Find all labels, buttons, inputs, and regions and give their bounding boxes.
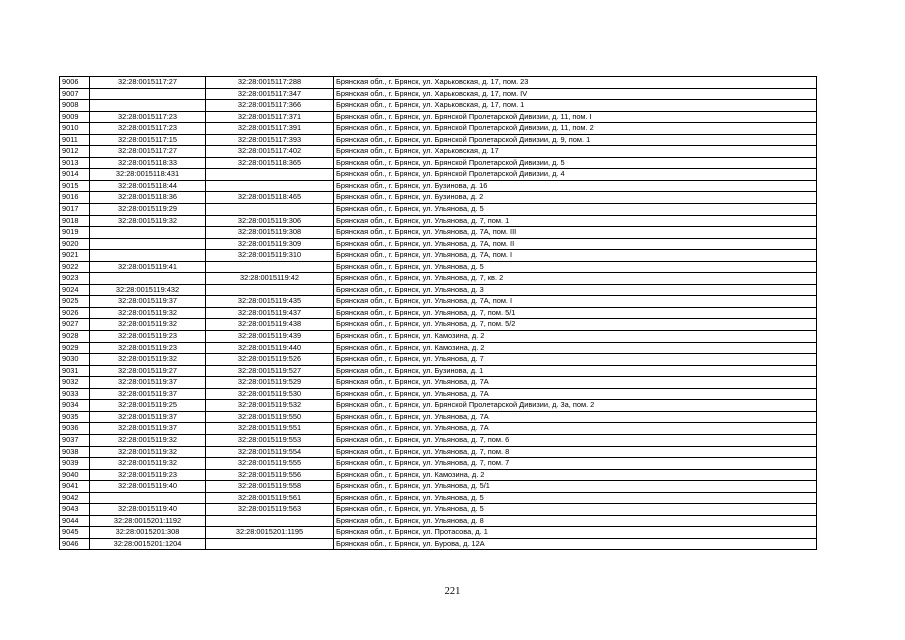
row-number-cell: 9019 (60, 227, 90, 239)
table-row (60, 284, 817, 296)
address-cell: Брянская обл., г. Брянск, ул. Ульянова, д. 7А, пом. II (334, 238, 817, 250)
address-cell: Брянская обл., г. Брянск, ул. Ульянова, д. 5/1 (334, 481, 817, 493)
row-number-cell: 9043 (60, 504, 90, 516)
parcel-cadastral-number-cell: 32:28:0015201:1192 (90, 515, 206, 527)
parcel-cadastral-number-cell (90, 238, 206, 250)
address-cell: Брянская обл., г. Брянск, ул. Камозина, д. 2 (334, 342, 817, 354)
address-cell: Брянская обл., г. Брянск, ул. Ульянова, д. 7, пом. 7 (334, 458, 817, 470)
row-number-cell: 9017 (60, 204, 90, 216)
table-row (60, 342, 817, 354)
address-cell: Брянская обл., г. Брянск, ул. Ульянова, д. 7А, пом. I (334, 250, 817, 262)
object-cadastral-number-cell: 32:28:0015119:555 (206, 458, 334, 470)
row-number-cell: 9011 (60, 134, 90, 146)
object-cadastral-number-cell (206, 515, 334, 527)
address-cell: Брянская обл., г. Брянск, ул. Харьковская, д. 17, пом. IV (334, 88, 817, 100)
table-row (60, 504, 817, 516)
row-number-cell: 9016 (60, 192, 90, 204)
parcel-cadastral-number-cell: 32:28:0015117:23 (90, 111, 206, 123)
table-row (60, 538, 817, 550)
object-cadastral-number-cell: 32:28:0015119:563 (206, 504, 334, 516)
address-cell: Брянская обл., г. Брянск, ул. Ульянова, д. 7А, пом. III (334, 227, 817, 239)
object-cadastral-number-cell: 32:28:0015119:553 (206, 434, 334, 446)
object-cadastral-number-cell: 32:28:0015119:554 (206, 446, 334, 458)
address-cell: Брянская обл., г. Брянск, ул. Камозина, д. 2 (334, 331, 817, 343)
address-cell: Брянская обл., г. Брянск, ул. Ульянова, д. 7, пом. 1 (334, 215, 817, 227)
row-number-cell: 9038 (60, 446, 90, 458)
table-row (60, 296, 817, 308)
parcel-cadastral-number-cell: 32:28:0015119:32 (90, 434, 206, 446)
row-number-cell: 9046 (60, 538, 90, 550)
table-row (60, 146, 817, 158)
object-cadastral-number-cell: 32:28:0015117:393 (206, 134, 334, 146)
row-number-cell: 9013 (60, 157, 90, 169)
row-number-cell: 9035 (60, 411, 90, 423)
row-number-cell: 9022 (60, 261, 90, 273)
parcel-cadastral-number-cell: 32:28:0015119:23 (90, 342, 206, 354)
table-row (60, 307, 817, 319)
parcel-cadastral-number-cell: 32:28:0015119:32 (90, 354, 206, 366)
table-row (60, 423, 817, 435)
table-row (60, 319, 817, 331)
parcel-cadastral-number-cell (90, 88, 206, 100)
row-number-cell: 9025 (60, 296, 90, 308)
object-cadastral-number-cell: 32:28:0015119:310 (206, 250, 334, 262)
table-row (60, 481, 817, 493)
address-cell: Брянская обл., г. Брянск, ул. Ульянова, д. 7А (334, 388, 817, 400)
parcel-cadastral-number-cell: 32:28:0015119:40 (90, 504, 206, 516)
row-number-cell: 9030 (60, 354, 90, 366)
table-row (60, 354, 817, 366)
parcel-cadastral-number-cell: 32:28:0015118:44 (90, 180, 206, 192)
object-cadastral-number-cell: 32:28:0015119:309 (206, 238, 334, 250)
row-number-cell: 9027 (60, 319, 90, 331)
address-cell: Брянская обл., г. Брянск, ул. Ульянова, д. 7А, пом. I (334, 296, 817, 308)
row-number-cell: 9006 (60, 77, 90, 89)
object-cadastral-number-cell: 32:28:0015119:532 (206, 400, 334, 412)
object-cadastral-number-cell: 32:28:0015119:526 (206, 354, 334, 366)
table-row (60, 458, 817, 470)
row-number-cell: 9031 (60, 365, 90, 377)
address-cell: Брянская обл., г. Брянск, ул. Бузинова, д. 16 (334, 180, 817, 192)
address-cell: Брянская обл., г. Брянск, ул. Харьковская, д. 17 (334, 146, 817, 158)
address-cell: Брянская обл., г. Брянск, ул. Ульянова, д. 5 (334, 504, 817, 516)
parcel-cadastral-number-cell: 32:28:0015117:27 (90, 77, 206, 89)
row-number-cell: 9008 (60, 100, 90, 112)
address-cell: Брянская обл., г. Брянск, ул. Брянской Пролетарской Дивизии, д. 11, пом. 2 (334, 123, 817, 135)
parcel-cadastral-number-cell (90, 250, 206, 262)
row-number-cell: 9012 (60, 146, 90, 158)
row-number-cell: 9029 (60, 342, 90, 354)
parcel-cadastral-number-cell: 32:28:0015119:23 (90, 331, 206, 343)
object-cadastral-number-cell: 32:28:0015119:435 (206, 296, 334, 308)
object-cadastral-number-cell: 32:28:0015119:529 (206, 377, 334, 389)
row-number-cell: 9033 (60, 388, 90, 400)
object-cadastral-number-cell: 32:28:0015119:551 (206, 423, 334, 435)
address-cell: Брянская обл., г. Брянск, ул. Брянской Пролетарской Дивизии, д. 3а, пом. 2 (334, 400, 817, 412)
parcel-cadastral-number-cell: 32:28:0015119:23 (90, 469, 206, 481)
object-cadastral-number-cell: 32:28:0015119:561 (206, 492, 334, 504)
parcel-cadastral-number-cell: 32:28:0015201:308 (90, 527, 206, 539)
object-cadastral-number-cell: 32:28:0015119:530 (206, 388, 334, 400)
row-number-cell: 9009 (60, 111, 90, 123)
row-number-cell: 9034 (60, 400, 90, 412)
row-number-cell: 9028 (60, 331, 90, 343)
table-row (60, 365, 817, 377)
parcel-cadastral-number-cell: 32:28:0015119:37 (90, 411, 206, 423)
object-cadastral-number-cell: 32:28:0015117:391 (206, 123, 334, 135)
address-cell: Брянская обл., г. Брянск, ул. Ульянова, д. 7А (334, 377, 817, 389)
row-number-cell: 9007 (60, 88, 90, 100)
row-number-cell: 9023 (60, 273, 90, 285)
parcel-cadastral-number-cell: 32:28:0015119:40 (90, 481, 206, 493)
table-row (60, 238, 817, 250)
object-cadastral-number-cell: 32:28:0015201:1195 (206, 527, 334, 539)
table-row (60, 100, 817, 112)
table-row (60, 215, 817, 227)
table-row (60, 527, 817, 539)
object-cadastral-number-cell: 32:28:0015119:440 (206, 342, 334, 354)
parcel-cadastral-number-cell: 32:28:0015119:41 (90, 261, 206, 273)
parcel-cadastral-number-cell (90, 100, 206, 112)
row-number-cell: 9024 (60, 284, 90, 296)
parcel-cadastral-number-cell (90, 492, 206, 504)
object-cadastral-number-cell: 32:28:0015117:402 (206, 146, 334, 158)
parcel-cadastral-number-cell: 32:28:0015119:32 (90, 446, 206, 458)
parcel-cadastral-number-cell: 32:28:0015119:29 (90, 204, 206, 216)
parcel-cadastral-number-cell (90, 273, 206, 285)
parcel-cadastral-number-cell: 32:28:0015118:36 (90, 192, 206, 204)
address-cell: Брянская обл., г. Брянск, ул. Брянской Пролетарской Дивизии, д. 5 (334, 157, 817, 169)
address-cell: Брянская обл., г. Брянск, ул. Брянской Пролетарской Дивизии, д. 9, пом. 1 (334, 134, 817, 146)
object-cadastral-number-cell (206, 169, 334, 181)
row-number-cell: 9021 (60, 250, 90, 262)
parcel-cadastral-number-cell: 32:28:0015117:23 (90, 123, 206, 135)
table-row (60, 250, 817, 262)
parcel-cadastral-number-cell: 32:28:0015119:32 (90, 215, 206, 227)
table-row (60, 180, 817, 192)
row-number-cell: 9045 (60, 527, 90, 539)
object-cadastral-number-cell: 32:28:0015118:465 (206, 192, 334, 204)
row-number-cell: 9041 (60, 481, 90, 493)
table-row (60, 446, 817, 458)
address-cell: Брянская обл., г. Брянск, ул. Ульянова, д. 3 (334, 284, 817, 296)
table-row (60, 169, 817, 181)
table-row (60, 411, 817, 423)
table-row (60, 123, 817, 135)
object-cadastral-number-cell: 32:28:0015119:308 (206, 227, 334, 239)
address-cell: Брянская обл., г. Брянск, ул. Ульянова, д. 5 (334, 204, 817, 216)
row-number-cell: 9015 (60, 180, 90, 192)
object-cadastral-number-cell: 32:28:0015117:347 (206, 88, 334, 100)
parcel-cadastral-number-cell: 32:28:0015117:27 (90, 146, 206, 158)
object-cadastral-number-cell: 32:28:0015117:371 (206, 111, 334, 123)
address-cell: Брянская обл., г. Брянск, ул. Протасова, д. 1 (334, 527, 817, 539)
object-cadastral-number-cell: 32:28:0015119:42 (206, 273, 334, 285)
address-cell: Брянская обл., г. Брянск, ул. Ульянова, д. 7, пом. 6 (334, 434, 817, 446)
object-cadastral-number-cell (206, 261, 334, 273)
row-number-cell: 9040 (60, 469, 90, 481)
table-row (60, 469, 817, 481)
object-cadastral-number-cell: 32:28:0015119:437 (206, 307, 334, 319)
address-cell: Брянская обл., г. Брянск, ул. Харьковская, д. 17, пом. 1 (334, 100, 817, 112)
address-cell: Брянская обл., г. Брянск, ул. Ульянова, д. 5 (334, 492, 817, 504)
parcel-cadastral-number-cell: 32:28:0015119:27 (90, 365, 206, 377)
parcel-cadastral-number-cell: 32:28:0015119:37 (90, 296, 206, 308)
row-number-cell: 9010 (60, 123, 90, 135)
parcel-cadastral-number-cell: 32:28:0015201:1204 (90, 538, 206, 550)
address-cell: Брянская обл., г. Брянск, ул. Харьковская, д. 17, пом. 23 (334, 77, 817, 89)
table-row (60, 204, 817, 216)
address-cell: Брянская обл., г. Брянск, ул. Брянской Пролетарской Дивизии, д. 11, пом. I (334, 111, 817, 123)
row-number-cell: 9036 (60, 423, 90, 435)
parcel-cadastral-number-cell: 32:28:0015119:37 (90, 388, 206, 400)
object-cadastral-number-cell: 32:28:0015119:550 (206, 411, 334, 423)
table-row (60, 157, 817, 169)
table-row (60, 331, 817, 343)
row-number-cell: 9042 (60, 492, 90, 504)
object-cadastral-number-cell: 32:28:0015119:558 (206, 481, 334, 493)
address-cell: Брянская обл., г. Брянск, ул. Бузинова, д. 2 (334, 192, 817, 204)
parcel-cadastral-number-cell: 32:28:0015118:33 (90, 157, 206, 169)
parcel-cadastral-number-cell: 32:28:0015117:15 (90, 134, 206, 146)
parcel-cadastral-number-cell: 32:28:0015119:32 (90, 458, 206, 470)
object-cadastral-number-cell: 32:28:0015119:556 (206, 469, 334, 481)
parcel-cadastral-number-cell: 32:28:0015119:37 (90, 377, 206, 389)
parcel-cadastral-number-cell: 32:28:0015119:25 (90, 400, 206, 412)
object-cadastral-number-cell (206, 180, 334, 192)
row-number-cell: 9039 (60, 458, 90, 470)
address-cell: Брянская обл., г. Брянск, ул. Ульянова, д. 7, пом. 8 (334, 446, 817, 458)
table-row (60, 434, 817, 446)
table-row (60, 227, 817, 239)
row-number-cell: 9044 (60, 515, 90, 527)
parcel-cadastral-number-cell: 32:28:0015119:32 (90, 307, 206, 319)
page-number: 221 (444, 586, 461, 597)
row-number-cell: 9037 (60, 434, 90, 446)
address-cell: Брянская обл., г. Брянск, ул. Ульянова, д. 7, пом. 5/2 (334, 319, 817, 331)
address-cell: Брянская обл., г. Брянск, ул. Ульянова, д. 8 (334, 515, 817, 527)
address-cell: Брянская обл., г. Брянск, ул. Ульянова, д. 7 (334, 354, 817, 366)
parcel-cadastral-number-cell: 32:28:0015119:37 (90, 423, 206, 435)
object-cadastral-number-cell: 32:28:0015119:527 (206, 365, 334, 377)
row-number-cell: 9032 (60, 377, 90, 389)
table-row (60, 88, 817, 100)
parcel-cadastral-number-cell: 32:28:0015119:32 (90, 319, 206, 331)
table-row (60, 388, 817, 400)
row-number-cell: 9018 (60, 215, 90, 227)
registry-table-body (60, 77, 817, 550)
address-cell: Брянская обл., г. Брянск, ул. Камозина, д. 2 (334, 469, 817, 481)
address-cell: Брянская обл., г. Брянск, ул. Бурова, д. 12А (334, 538, 817, 550)
address-cell: Брянская обл., г. Брянск, ул. Брянской Пролетарской Дивизии, д. 4 (334, 169, 817, 181)
table-row (60, 134, 817, 146)
table-row (60, 77, 817, 89)
object-cadastral-number-cell: 32:28:0015118:365 (206, 157, 334, 169)
address-cell: Брянская обл., г. Брянск, ул. Бузинова, д. 1 (334, 365, 817, 377)
table-row (60, 515, 817, 527)
object-cadastral-number-cell (206, 204, 334, 216)
row-number-cell: 9026 (60, 307, 90, 319)
object-cadastral-number-cell: 32:28:0015117:288 (206, 77, 334, 89)
table-row (60, 273, 817, 285)
address-cell: Брянская обл., г. Брянск, ул. Ульянова, д. 7, пом. 5/1 (334, 307, 817, 319)
address-cell: Брянская обл., г. Брянск, ул. Ульянова, д. 7А (334, 423, 817, 435)
object-cadastral-number-cell: 32:28:0015117:366 (206, 100, 334, 112)
table-row (60, 400, 817, 412)
object-cadastral-number-cell (206, 284, 334, 296)
parcel-cadastral-number-cell (90, 227, 206, 239)
address-cell: Брянская обл., г. Брянск, ул. Ульянова, д. 7А (334, 411, 817, 423)
row-number-cell: 9020 (60, 238, 90, 250)
object-cadastral-number-cell (206, 538, 334, 550)
address-cell: Брянская обл., г. Брянск, ул. Ульянова, д. 5 (334, 261, 817, 273)
table-row (60, 261, 817, 273)
address-cell: Брянская обл., г. Брянск, ул. Ульянова, д. 7, кв. 2 (334, 273, 817, 285)
parcel-cadastral-number-cell: 32:28:0015118:431 (90, 169, 206, 181)
object-cadastral-number-cell: 32:28:0015119:438 (206, 319, 334, 331)
object-cadastral-number-cell: 32:28:0015119:439 (206, 331, 334, 343)
table-row (60, 377, 817, 389)
table-row (60, 492, 817, 504)
object-cadastral-number-cell: 32:28:0015119:306 (206, 215, 334, 227)
table-row (60, 192, 817, 204)
table-row (60, 111, 817, 123)
parcel-cadastral-number-cell: 32:28:0015119:432 (90, 284, 206, 296)
row-number-cell: 9014 (60, 169, 90, 181)
registry-table (59, 76, 817, 550)
